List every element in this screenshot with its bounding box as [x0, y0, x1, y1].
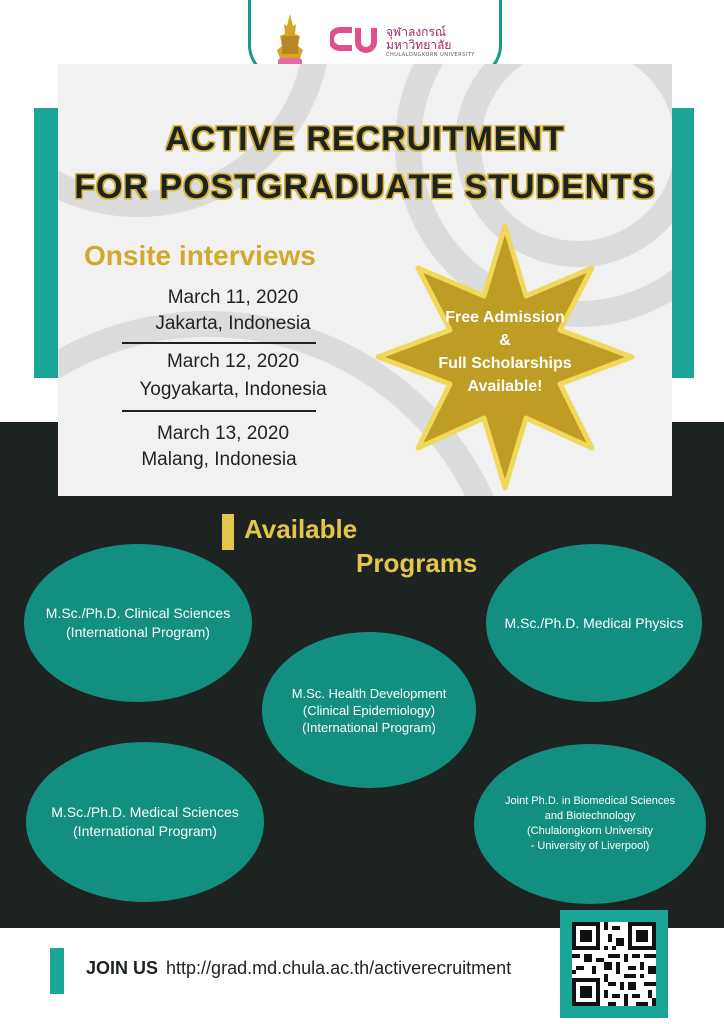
- decor-bar-left: [34, 108, 60, 378]
- interview-place-3: Malang, Indonesia: [141, 449, 297, 470]
- divider: [122, 342, 316, 344]
- program-line: (Clinical Epidemiology): [302, 702, 436, 718]
- program-oval-health-development: [262, 632, 476, 788]
- programs-heading-1: Available: [244, 514, 358, 544]
- programs-accent-bar: [222, 514, 234, 550]
- program-line: M.Sc./Ph.D. Clinical Sciences: [45, 605, 231, 621]
- university-crest-icon: [276, 12, 304, 70]
- badge-line: Available!: [467, 378, 543, 395]
- program-line: - University of Liverpool): [530, 840, 650, 852]
- join-us-link[interactable]: http://grad.md.chula.ac.th/activerecruitment: [166, 958, 512, 978]
- programs-heading-2: Programs: [356, 548, 478, 578]
- badge-text: [400, 306, 610, 398]
- program-line: M.Sc./Ph.D. Medical Sciences: [51, 804, 239, 820]
- badge-line: Free Admission: [445, 309, 565, 326]
- interview-date-2: March 12, 2020: [166, 351, 300, 372]
- university-english-name: CHULALONGKORN UNIVERSITY: [386, 52, 475, 58]
- interview-place-2: Yogyakarta, Indonesia: [139, 379, 327, 400]
- program-line: and Biotechnology: [544, 810, 636, 822]
- interview-date-1: March 11, 2020: [167, 287, 299, 308]
- university-thai-name: จุฬาลงกรณ์ มหาวิทยาลัย: [386, 25, 452, 52]
- qr-code-icon[interactable]: [572, 922, 656, 1006]
- divider: [122, 410, 316, 412]
- title-line-1: ACTIVE RECRUITMENT: [165, 120, 565, 158]
- onsite-heading: Onsite interviews: [84, 240, 316, 271]
- cu-monogram-icon: [330, 24, 382, 54]
- join-us: [86, 958, 511, 979]
- program-oval-joint-phd: [474, 744, 706, 904]
- program-line: (International Program): [73, 823, 217, 839]
- program-line: (International Program): [302, 719, 436, 735]
- interview-place-1: Jakarta, Indonesia: [155, 313, 311, 334]
- title-line-2: FOR POSTGRADUATE STUDENTS: [74, 168, 656, 206]
- program-line: (International Program): [66, 624, 210, 640]
- program-line: (Chulalongkorn University: [527, 825, 653, 837]
- program-oval-medical-sciences: [26, 742, 264, 902]
- badge-line: &: [499, 332, 511, 349]
- footer-accent-bar: [50, 948, 64, 994]
- program-line: M.Sc./Ph.D. Medical Physics: [504, 614, 684, 631]
- decor-bar-right: [670, 108, 694, 378]
- join-us-label: JOIN US: [86, 958, 159, 978]
- badge-line: Full Scholarships: [438, 355, 572, 372]
- program-oval-clinical-sciences: [24, 544, 252, 702]
- program-line: M.Sc. Health Development: [291, 685, 447, 701]
- interview-date-3: March 13, 2020: [156, 423, 290, 444]
- program-line: Joint Ph.D. in Biomedical Sciences: [505, 795, 675, 807]
- program-oval-medical-physics: [486, 544, 702, 702]
